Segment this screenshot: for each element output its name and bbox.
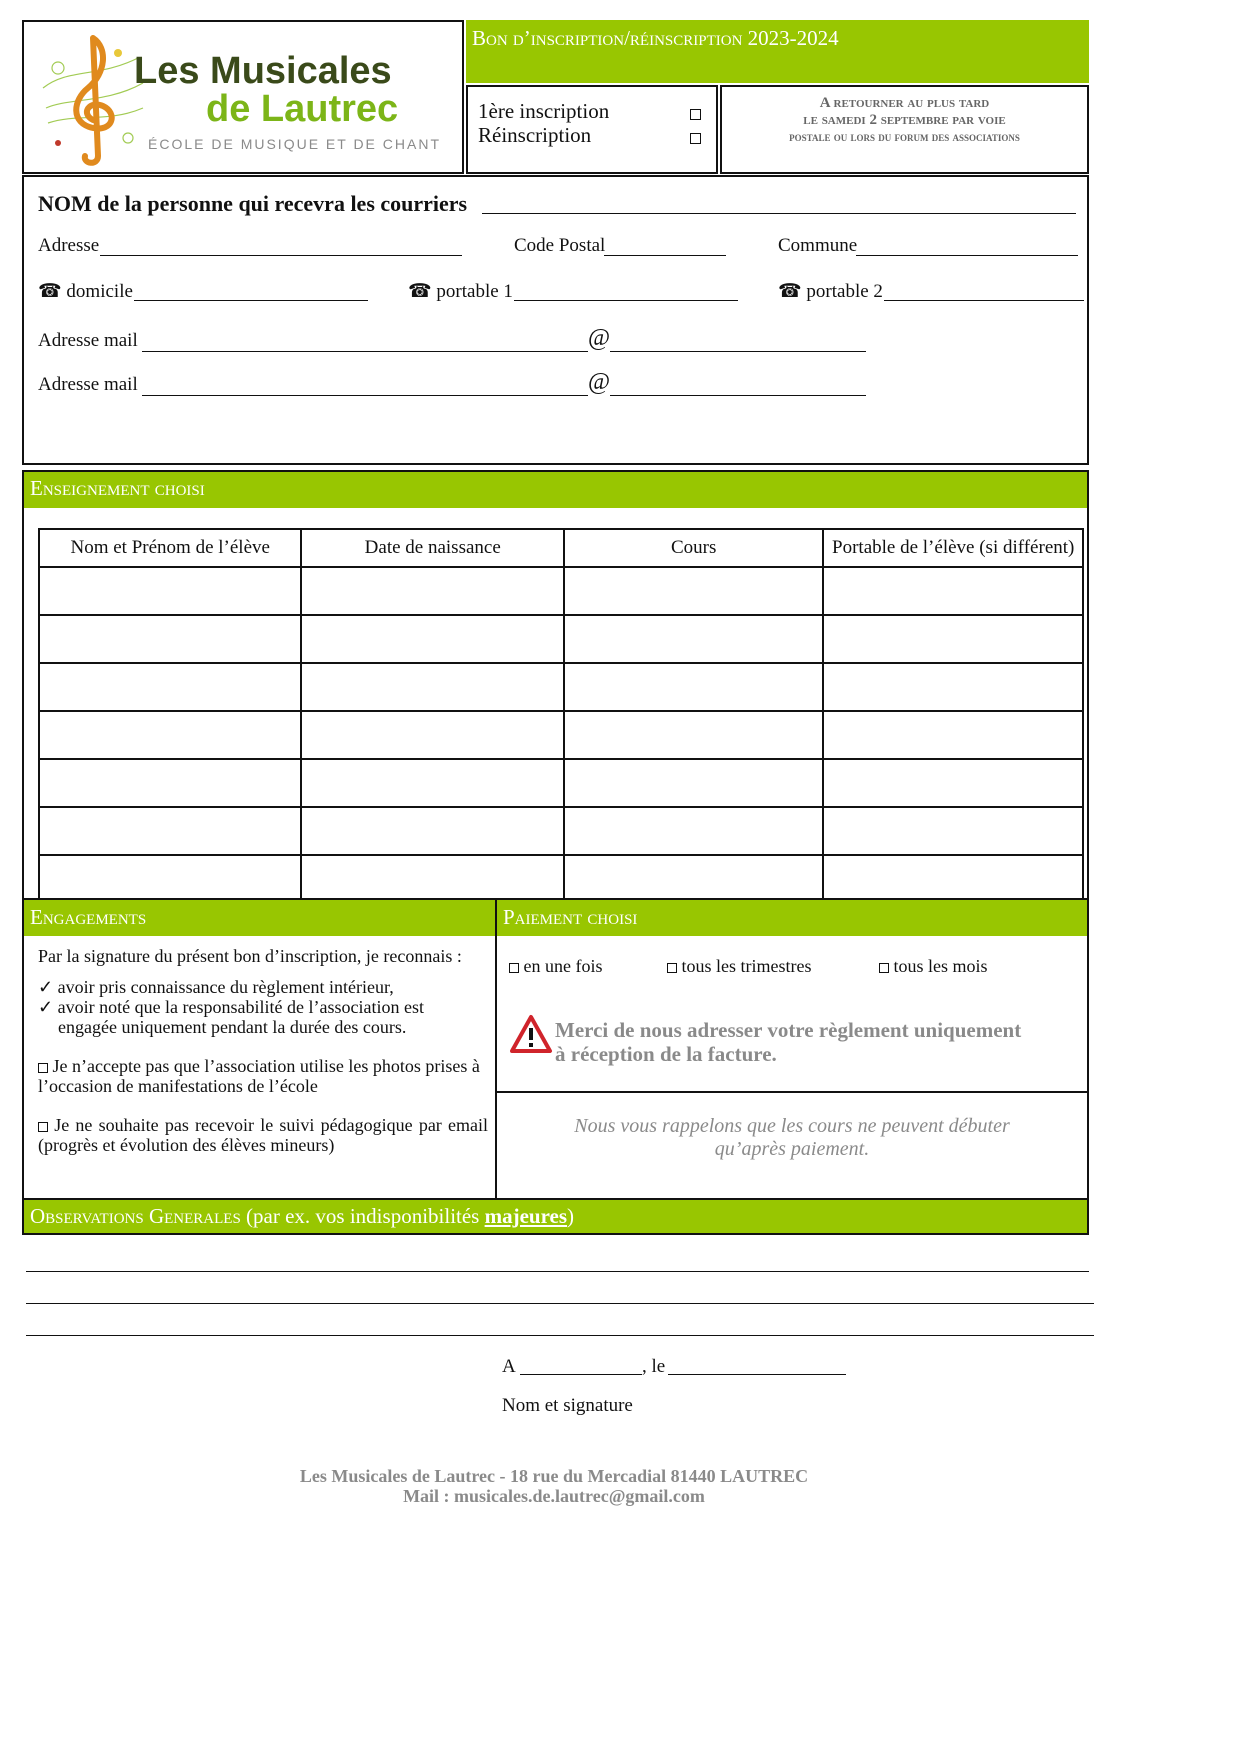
payment-reminder-box xyxy=(495,1091,1089,1200)
email-user-field-1[interactable] xyxy=(142,351,588,352)
payment-option-quarterly[interactable]: tous les trimestres xyxy=(667,956,811,977)
phone-mobile2-label: ☎ portable 2 xyxy=(778,281,883,302)
table-cell[interactable] xyxy=(301,807,564,855)
return-notice-box xyxy=(720,85,1089,174)
payment-option-once[interactable]: en une fois xyxy=(509,956,602,977)
table-cell[interactable] xyxy=(823,615,1083,663)
table-cell[interactable] xyxy=(301,759,564,807)
table-row xyxy=(39,615,1083,663)
table-cell[interactable] xyxy=(564,711,823,759)
payment-section xyxy=(495,898,1089,1093)
followup-checkbox[interactable] xyxy=(38,1122,48,1132)
table-cell[interactable] xyxy=(39,615,301,663)
payment-monthly-checkbox[interactable] xyxy=(879,963,889,973)
table-cell[interactable] xyxy=(564,615,823,663)
option-first-registration[interactable]: 1ère inscription xyxy=(478,99,610,123)
registration-type-box xyxy=(466,85,718,174)
column-header: Portable de l’élève (si différent) xyxy=(823,529,1083,567)
students-table xyxy=(38,528,1084,904)
table-cell[interactable] xyxy=(301,711,564,759)
observation-line-3[interactable] xyxy=(26,1335,1094,1336)
table-cell[interactable] xyxy=(823,711,1083,759)
table-cell[interactable] xyxy=(564,807,823,855)
table-cell[interactable] xyxy=(39,807,301,855)
logo-line1: Les Musicales xyxy=(134,50,392,92)
postal-code-field[interactable] xyxy=(604,255,726,256)
table-cell[interactable] xyxy=(564,855,823,903)
phone-home-field[interactable] xyxy=(134,300,368,301)
students-table-header xyxy=(39,529,1083,567)
email-user-field-2[interactable] xyxy=(142,395,588,396)
contact-section xyxy=(22,175,1089,465)
warning-icon xyxy=(509,1014,553,1054)
table-cell[interactable] xyxy=(301,663,564,711)
table-cell[interactable] xyxy=(39,855,301,903)
email-label-1: Adresse mail xyxy=(38,330,138,351)
payment-warning-line2: à réception de la facture. xyxy=(555,1042,777,1066)
table-row xyxy=(39,567,1083,615)
table-cell[interactable] xyxy=(564,759,823,807)
commune-field[interactable] xyxy=(856,255,1078,256)
engagements-section xyxy=(22,898,497,1200)
table-cell[interactable] xyxy=(301,855,564,903)
phone-home-label: ☎ domicile xyxy=(38,281,133,302)
table-cell[interactable] xyxy=(823,663,1083,711)
email-domain-field-2[interactable] xyxy=(610,395,866,396)
table-row xyxy=(39,759,1083,807)
observation-line-1[interactable] xyxy=(26,1271,1089,1272)
email-domain-field-1[interactable] xyxy=(610,351,866,352)
signature-date-field[interactable] xyxy=(668,1374,846,1375)
table-cell[interactable] xyxy=(39,663,301,711)
engagements-title: Engagements xyxy=(24,900,495,936)
table-cell[interactable] xyxy=(39,567,301,615)
table-cell[interactable] xyxy=(564,663,823,711)
table-row xyxy=(39,855,1083,903)
footer-address: Les Musicales de Lautrec - 18 rue du Mercadial 81440 LAUTREC xyxy=(299,1466,809,1486)
address-field[interactable] xyxy=(100,255,462,256)
payment-quarterly-checkbox[interactable] xyxy=(667,963,677,973)
table-cell[interactable] xyxy=(823,567,1083,615)
photo-consent-checkbox[interactable] xyxy=(38,1063,48,1073)
return-notice-line2: le samedi 2 septembre par voie xyxy=(803,112,1006,128)
logo-box xyxy=(22,20,464,174)
signature-place-label: A xyxy=(502,1356,516,1377)
commune-label: Commune xyxy=(778,235,858,256)
table-row xyxy=(39,711,1083,759)
telephone-icon: ☎ xyxy=(38,281,62,302)
footer xyxy=(0,1466,1108,1506)
engagements-intro: Par la signature du présent bon d’inscription, je reconnais : xyxy=(38,946,462,966)
teaching-section xyxy=(22,470,1089,900)
signature-date-label: , le xyxy=(642,1356,666,1377)
phone-mobile1-label: ☎ portable 1 xyxy=(408,281,513,302)
table-cell[interactable] xyxy=(301,567,564,615)
contact-name-label: NOM de la personne qui recevra les courriers xyxy=(38,191,468,216)
payment-option-monthly[interactable]: tous les mois xyxy=(879,956,988,977)
observations-note: (par ex. vos indisponibilités majeures) xyxy=(246,1204,575,1228)
payment-once-checkbox[interactable] xyxy=(509,963,519,973)
footer-mail: Mail : musicales.de.lautrec@gmail.com xyxy=(403,1486,705,1506)
reregistration-checkbox[interactable] xyxy=(690,133,701,144)
engagement-check-1: ✓ avoir pris connaissance du règlement intérieur, xyxy=(38,977,394,997)
logo-tagline: ÉCOLE DE MUSIQUE ET DE CHANT xyxy=(148,136,442,152)
return-notice-line3: postale ou lors du forum des associations xyxy=(789,129,1020,144)
payment-title: Paiement choisi xyxy=(497,900,1087,936)
contact-name-field[interactable] xyxy=(482,213,1076,214)
address-label: Adresse xyxy=(38,235,100,256)
table-cell[interactable] xyxy=(823,759,1083,807)
first-registration-checkbox[interactable] xyxy=(690,109,701,120)
table-cell[interactable] xyxy=(823,807,1083,855)
table-row xyxy=(39,807,1083,855)
treble-clef-logo-icon xyxy=(38,28,148,168)
return-notice-line1: A retourner au plus tard xyxy=(819,95,990,111)
column-header: Cours xyxy=(564,529,823,567)
observations-title: Observations Generales xyxy=(30,1204,241,1228)
checkmark-icon: ✓ xyxy=(38,977,54,997)
phone-mobile1-field[interactable] xyxy=(514,300,738,301)
option-reregistration[interactable]: Réinscription xyxy=(478,123,592,147)
table-row xyxy=(39,663,1083,711)
phone-mobile2-field[interactable] xyxy=(884,300,1084,301)
table-cell[interactable] xyxy=(39,711,301,759)
table-cell[interactable] xyxy=(564,567,823,615)
teaching-title: Enseignement choisi xyxy=(24,472,1087,508)
table-cell[interactable] xyxy=(823,855,1083,903)
postal-code-label: Code Postal xyxy=(514,235,606,256)
email-at-2: @ xyxy=(588,369,611,395)
form-title: Bon d’inscription/réinscription 2023-2024 xyxy=(466,20,1089,83)
telephone-icon: ☎ xyxy=(408,281,432,302)
payment-reminder-line1: Nous vous rappelons que les cours ne peuvent débuter xyxy=(574,1115,1010,1137)
email-at-1: @ xyxy=(588,325,611,351)
photo-consent-option[interactable]: Je n’accepte pas que l’association utilise les photos prises à l’occasion de manifestations de l’école xyxy=(38,1056,480,1096)
column-header: Date de naissance xyxy=(301,529,564,567)
telephone-icon: ☎ xyxy=(778,281,802,302)
checkmark-icon: ✓ xyxy=(38,997,54,1017)
engagement-check-2-continued: engagée uniquement pendant la durée des cours. xyxy=(58,1017,407,1037)
payment-reminder-line2: qu’après paiement. xyxy=(714,1138,870,1160)
followup-option[interactable]: Je ne souhaite pas recevoir le suivi pédagogique par email (progrès et évolution des élèves mineurs) xyxy=(38,1115,488,1155)
email-label-2: Adresse mail xyxy=(38,374,138,395)
signature-label: Nom et signature xyxy=(502,1395,633,1416)
observation-line-2[interactable] xyxy=(26,1303,1094,1304)
signature-place-field[interactable] xyxy=(520,1374,642,1375)
logo-line2: de Lautrec xyxy=(206,88,399,130)
table-cell[interactable] xyxy=(39,759,301,807)
observations-title-bar xyxy=(22,1198,1089,1235)
table-cell[interactable] xyxy=(301,615,564,663)
payment-warning-line1: Merci de nous adresser votre règlement uniquement xyxy=(555,1018,1022,1042)
engagement-check-2: ✓ avoir noté que la responsabilité de l’association est xyxy=(38,997,424,1017)
column-header: Nom et Prénom de l’élève xyxy=(39,529,301,567)
